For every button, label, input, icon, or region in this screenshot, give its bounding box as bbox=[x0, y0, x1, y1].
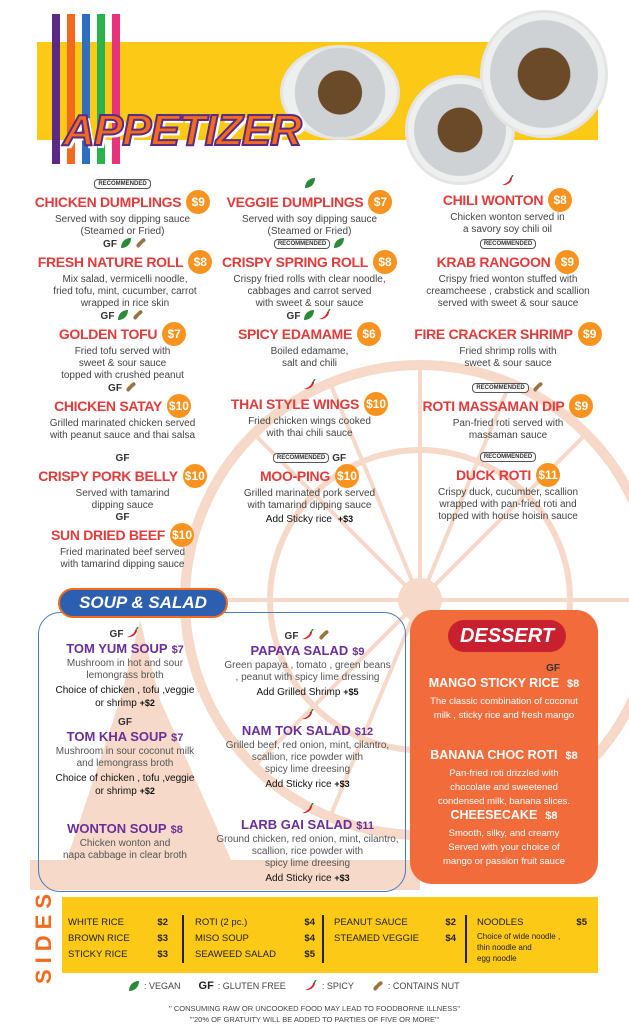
menu-item bbox=[212, 238, 407, 310]
gluten-free-badge: GF bbox=[546, 662, 560, 674]
item-tags bbox=[410, 662, 598, 674]
item-description: Chicken wonton served in a savory soy chili oil bbox=[450, 212, 565, 235]
item-tags bbox=[25, 238, 225, 250]
menu-item bbox=[25, 382, 220, 442]
legend bbox=[128, 980, 460, 992]
item-tags bbox=[410, 176, 605, 188]
item-name: TOM YUM SOUP bbox=[66, 641, 168, 656]
price-badge: $9 bbox=[578, 322, 602, 346]
divider bbox=[182, 915, 184, 963]
item-name: FIRE CRACKER SHRIMP bbox=[414, 326, 573, 342]
item-tags bbox=[25, 452, 220, 464]
item-tags bbox=[205, 630, 410, 642]
side-item: MISO SOUP $4 bbox=[195, 933, 315, 944]
item-name: GOLDEN TOFU bbox=[58, 326, 158, 342]
sides-column bbox=[195, 915, 315, 963]
price-badge: $9 bbox=[186, 190, 210, 214]
price-badge: $6 bbox=[357, 322, 381, 346]
item-tags bbox=[205, 710, 410, 722]
item-description: The classic combination of coconut milk , sticky rice and fresh mango bbox=[430, 696, 578, 721]
sides-band bbox=[62, 897, 598, 973]
price-badge: $7 bbox=[162, 322, 186, 346]
menu-item bbox=[410, 176, 605, 236]
item-tags bbox=[408, 310, 608, 322]
gluten-free-badge: GF bbox=[115, 452, 130, 464]
item-price: $11 bbox=[356, 820, 374, 832]
item-name: THAI STYLE WINGS bbox=[230, 396, 360, 412]
menu-item bbox=[30, 310, 215, 382]
item-option: Add Grilled Shrimp +$5 bbox=[256, 687, 359, 698]
divider bbox=[465, 915, 467, 963]
price-badge: $11 bbox=[536, 463, 560, 487]
item-tags bbox=[410, 794, 598, 806]
item-tags bbox=[212, 310, 407, 322]
item-name: PAPAYA SALAD bbox=[250, 643, 349, 658]
divider bbox=[322, 915, 324, 963]
item-description: Grilled marinated pork served with tamarind dipping sauce bbox=[243, 488, 376, 511]
legend-gf: GF : GLUTEN FREE bbox=[198, 980, 286, 992]
gluten-free-badge: GF bbox=[109, 628, 124, 640]
item-name: MANGO STICKY RICE bbox=[428, 676, 560, 690]
item-price: $9 bbox=[352, 646, 365, 658]
side-item: BROWN RICE $3 bbox=[68, 933, 168, 944]
item-description: Fried shrimp rolls with sweet & sour sauce bbox=[459, 346, 557, 369]
price-badge: $10 bbox=[364, 392, 388, 416]
gluten-free-badge: GF bbox=[118, 716, 132, 728]
item-name: CHILI WONTON bbox=[442, 192, 544, 208]
menu-item bbox=[212, 310, 407, 370]
item-option: Choice of chicken , tofu ,veggie or shrimp +$2 bbox=[55, 773, 195, 797]
gluten-free-badge: GF bbox=[100, 310, 115, 322]
item-description: Mix salad, vermicelli noodle, fried tofu, mint, cucumber, carrot wrapped in rice skin bbox=[53, 274, 197, 309]
item-description: Boiled edamame, salt and chili bbox=[270, 346, 349, 369]
item-name: CHEESECAKE bbox=[450, 808, 538, 822]
side-item: WHITE RICE $2 bbox=[68, 917, 168, 928]
side-item: STICKY RICE $3 bbox=[68, 949, 168, 960]
menu-item bbox=[408, 382, 608, 442]
recommended-badge: RECOMMENDED bbox=[472, 383, 528, 393]
menu-item bbox=[408, 310, 608, 370]
dessert-item bbox=[410, 794, 598, 869]
price-badge: $9 bbox=[555, 250, 579, 274]
item-price: $8 bbox=[545, 810, 558, 822]
item-tags bbox=[212, 178, 407, 190]
item-description: Crispy fried rolls with clear noodle, cabbages and carrot served with sweet & sour sauce bbox=[233, 274, 386, 309]
item-option: Add Sticky rice +$3 bbox=[265, 779, 350, 790]
peanut-icon bbox=[372, 980, 384, 992]
leaf-icon bbox=[117, 309, 129, 324]
menu-item bbox=[212, 178, 407, 238]
item-description: Crispy fried wonton stuffed with creamcheese , crabstick and scallion served with sweet & sour sauce bbox=[426, 274, 590, 309]
dessert-item bbox=[410, 662, 598, 723]
menu-item bbox=[25, 452, 220, 512]
item-name: NAM TOK SALAD bbox=[241, 723, 351, 738]
side-note: Choice of wide noodle , thin noodle and egg noodle bbox=[477, 932, 561, 963]
item-tags bbox=[40, 628, 210, 640]
gluten-free-badge: GF bbox=[332, 452, 347, 464]
price-badge: $10 bbox=[170, 523, 194, 547]
menu-item bbox=[40, 628, 210, 710]
sides-column bbox=[477, 915, 587, 964]
chili-icon bbox=[304, 980, 318, 992]
gluten-free-badge: GF bbox=[108, 382, 122, 394]
item-description: Grilled beef, red onion, mint, cilantro, scallion, rice powder with spicy lime dreesing bbox=[225, 740, 390, 775]
item-name: TOM KHA SOUP bbox=[66, 729, 168, 744]
item-name: CRISPY PORK BELLY bbox=[38, 468, 178, 484]
dessert-heading: DESSERT bbox=[448, 620, 566, 652]
price-badge: $10 bbox=[183, 464, 207, 488]
sides-column bbox=[68, 915, 168, 963]
item-price: $8 bbox=[565, 750, 578, 762]
item-name: LARB GAI SALAD bbox=[241, 817, 353, 832]
menu-item bbox=[212, 380, 407, 440]
item-tags bbox=[408, 238, 608, 250]
recommended-badge: RECOMMENDED bbox=[274, 239, 330, 249]
price-badge: $9 bbox=[569, 394, 593, 418]
item-name: KRAB RANGOON bbox=[436, 254, 551, 270]
item-tags bbox=[25, 382, 220, 394]
item-description: Fried marinated beef served with tamarind dipping sauce bbox=[59, 547, 186, 570]
menu-item bbox=[205, 710, 410, 791]
price-badge: $10 bbox=[167, 394, 191, 418]
gluten-free-badge: GF bbox=[115, 511, 130, 523]
color-stripe bbox=[52, 14, 60, 164]
item-tags bbox=[30, 310, 215, 322]
item-addon: Add Sticky rice +$3 bbox=[265, 514, 354, 525]
menu-item bbox=[408, 238, 608, 310]
item-name: SPICY EDAMAME bbox=[237, 326, 353, 342]
item-description: Fried tofu served with sweet & sour sauce topped with crushed peanut bbox=[61, 346, 184, 381]
food-safety-note: '' CONSUMING RAW OR UNCOOKED FOOD MAY LEAD TO FOODBORNE ILLNESS'' bbox=[168, 1004, 461, 1013]
legend-spicy: : SPICY bbox=[304, 980, 354, 992]
item-tags bbox=[408, 451, 608, 463]
item-name: CHICKEN SATAY bbox=[54, 398, 162, 414]
dessert-box bbox=[410, 610, 598, 884]
item-description: Green papaya , tomato , green beans , peanut with spicy lime dressing bbox=[224, 660, 391, 683]
sides-heading: SIDES bbox=[31, 887, 56, 985]
item-description: Pan-fried roti served with massaman sauce bbox=[452, 418, 564, 441]
item-tags bbox=[40, 808, 210, 820]
legend-nut: : CONTAINS NUT bbox=[372, 980, 460, 992]
price-badge: $8 bbox=[548, 188, 572, 212]
recommended-badge: RECOMMENDED bbox=[480, 452, 536, 462]
side-item: SEAWEED SALAD $5 bbox=[195, 949, 315, 960]
item-tags bbox=[212, 380, 407, 392]
recommended-badge: RECOMMENDED bbox=[94, 179, 150, 189]
item-description: Ground chicken, red onion, mint, cilantro, scallion, rice powder with spicy lime dreesing bbox=[216, 834, 399, 869]
item-name: MOO-PING bbox=[260, 468, 330, 484]
item-price: $12 bbox=[354, 726, 374, 738]
peanut-icon bbox=[125, 381, 137, 396]
item-description: Grilled marinated chicken served with peanut sauce and thai salsa bbox=[49, 418, 196, 441]
recommended-badge: RECOMMENDED bbox=[273, 453, 329, 463]
item-name: DUCK ROTI bbox=[455, 467, 532, 483]
chili-icon bbox=[303, 379, 317, 394]
menu-item bbox=[40, 716, 210, 798]
appetizer-heading: APPETIZER bbox=[63, 106, 301, 155]
item-description: Chicken wonton and napa cabbage in clear broth bbox=[63, 838, 187, 861]
item-tags bbox=[205, 804, 410, 816]
item-name: FRESH NATURE ROLL bbox=[37, 254, 184, 270]
item-price: $7 bbox=[171, 644, 184, 656]
item-description: Served with tamarind dipping sauce bbox=[75, 488, 170, 511]
item-description: Crispy duck, cucumber, scallion wrapped with pan-fried roti and topped with house hoisin sauce bbox=[437, 487, 579, 522]
item-name: CHICKEN DUMPLINGS bbox=[34, 194, 182, 210]
menu-item bbox=[25, 511, 220, 571]
item-name: WONTON SOUP bbox=[67, 821, 167, 836]
item-price: $7 bbox=[171, 732, 184, 744]
menu-item bbox=[408, 451, 608, 523]
peanut-icon bbox=[135, 237, 147, 252]
item-price: $8 bbox=[567, 678, 580, 690]
item-description: Pan-fried roti drizzled with chocolate and sweetened condensed milk, banana slices. bbox=[437, 768, 571, 807]
item-description: Mushroom in hot and sour lemongrass broth bbox=[66, 658, 184, 681]
item-description: Fried chicken wings cooked with thai chili sauce bbox=[248, 416, 371, 439]
item-tags bbox=[25, 511, 220, 523]
gluten-free-badge: GF bbox=[284, 630, 299, 642]
soup-salad-heading: SOUP & SALAD bbox=[58, 588, 228, 618]
menu-item bbox=[205, 804, 410, 885]
item-tags bbox=[40, 716, 210, 728]
gluten-free-badge: GF bbox=[286, 310, 301, 322]
item-description: Served with soy dipping sauce (Steamed or Fried) bbox=[54, 214, 191, 237]
side-item: ROTI (2 pc.) $4 bbox=[195, 917, 315, 928]
item-tags bbox=[212, 238, 407, 250]
item-name: ROTI MASSAMAN DIP bbox=[422, 398, 565, 414]
price-badge: $8 bbox=[373, 250, 397, 274]
menu-item bbox=[205, 630, 410, 699]
peanut-icon bbox=[132, 309, 144, 324]
sides-column bbox=[334, 915, 456, 947]
item-description: Smooth, silky, and creamy Served with your choice of mango or passion fruit sauce bbox=[443, 828, 565, 867]
recommended-badge: RECOMMENDED bbox=[480, 239, 536, 249]
leaf-icon bbox=[333, 237, 345, 252]
dumpling-plate-photo bbox=[480, 10, 608, 138]
item-name: VEGGIE DUMPLINGS bbox=[226, 194, 364, 210]
price-badge: $8 bbox=[188, 250, 212, 274]
chili-icon bbox=[318, 309, 332, 324]
menu-item bbox=[212, 452, 407, 525]
item-tags bbox=[212, 452, 407, 464]
chili-icon bbox=[501, 175, 515, 190]
menu-item bbox=[40, 808, 210, 862]
item-description: Served with soy dipping sauce (Steamed or Fried) bbox=[241, 214, 378, 237]
leaf-icon bbox=[304, 177, 316, 192]
item-tags bbox=[30, 178, 215, 190]
leaf-icon bbox=[128, 980, 140, 992]
item-tags bbox=[410, 734, 598, 746]
item-description: Mushroom in sour coconut milk and lemongrass broth bbox=[55, 746, 195, 769]
item-option: Choice of chicken , tofu ,veggie or shrimp +$2 bbox=[55, 685, 195, 709]
peanut-icon bbox=[532, 381, 544, 396]
side-item: STEAMED VEGGIE $4 bbox=[334, 933, 456, 944]
item-name: CRISPY SPRING ROLL bbox=[221, 254, 369, 270]
side-item: PEANUT SAUCE $2 bbox=[334, 917, 456, 928]
leaf-icon bbox=[120, 237, 132, 252]
side-item: NOODLES $5 bbox=[477, 917, 587, 928]
item-price: $8 bbox=[170, 824, 183, 836]
item-name: SUN DRIED BEEF bbox=[50, 527, 166, 543]
gluten-free-badge: GF bbox=[103, 238, 117, 250]
leaf-icon bbox=[303, 309, 315, 324]
menu-item bbox=[25, 238, 225, 310]
legend-vegan: : VEGAN bbox=[128, 980, 181, 992]
price-badge: $10 bbox=[335, 464, 359, 488]
item-name: BANANA CHOC ROTI bbox=[430, 748, 558, 762]
price-badge: $7 bbox=[368, 190, 392, 214]
item-tags bbox=[408, 382, 608, 394]
item-option: Add Sticky rice +$3 bbox=[265, 873, 350, 884]
menu-item bbox=[30, 178, 215, 238]
gratuity-note: '''20% OF GRATUITY WILL BE ADDED TO PARTIES OF FIVE OR MORE''' bbox=[189, 1015, 440, 1024]
